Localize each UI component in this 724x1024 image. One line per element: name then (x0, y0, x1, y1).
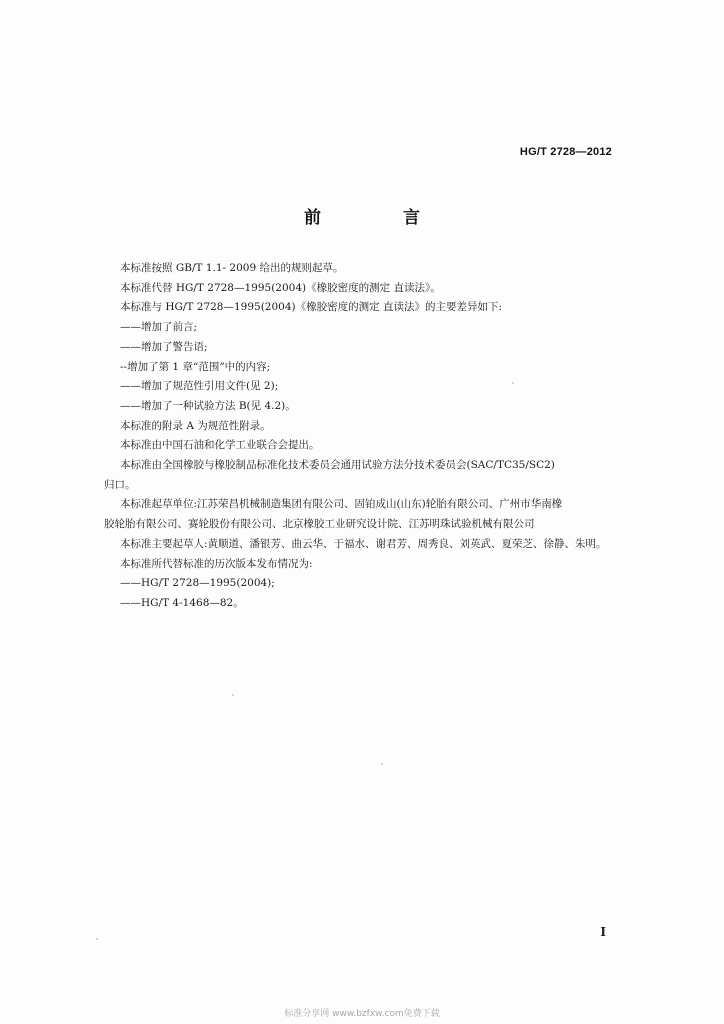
paragraph-drafting-units: 本标准起草单位:江苏荣昌机械制造集团有限公司、固铂成山(山东)轮胎有限公司、广州市华南橡 (120, 498, 563, 511)
list-item-difference: ——增加了警告语; (120, 340, 208, 353)
page-title: 前 言 (304, 208, 458, 228)
paragraph-drafters: 本标准主要起草人:黄顺道、潘银芳、曲云华、于福水、谢君芳、周秀良、刘英武、夏荣芝、徐静、朱明。 (120, 537, 607, 550)
list-item-difference: ——增加了规范性引用文件(见 2); (120, 380, 279, 393)
footer-watermark: 标准分享网 www.bzfxw.com免费下载 (284, 1009, 440, 1019)
scan-speck (232, 694, 234, 696)
scan-speck (512, 382, 514, 384)
scan-speck (96, 938, 98, 940)
paragraph-annex: 本标准的附录 A 为规范性附录。 (120, 419, 271, 432)
paragraph-drafting-rules: 本标准按照 GB/T 1.1- 2009 给出的规则起草。 (120, 262, 344, 274)
list-item-history: ——HG/T 2728—1995(2004); (120, 577, 275, 590)
list-item-difference: ——增加了一种试验方法 B(见 4.2)。 (120, 399, 296, 412)
paragraph-managed-by: 本标准由全国橡胶与橡胶制品标准化技术委员会通用试验方法分技术委员会(SAC/TC35/SC2) (120, 459, 555, 472)
paragraph-history: 本标准所代替标准的历次版本发布情况为: (120, 557, 313, 570)
standard-code: HG/T 2728—2012 (519, 146, 612, 158)
paragraph-differences: 本标准与 HG/T 2728—1995(2004)《橡胶密度的测定 直读法》的主要差异如下: (120, 301, 502, 314)
paragraph-replaces: 本标准代替 HG/T 2728—1995(2004)《橡胶密度的测定 直读法》。 (120, 281, 441, 294)
paragraph-managed-by-continued: 归口。 (104, 478, 136, 491)
paragraph-drafting-units-continued: 胶轮胎有限公司、赛轮股份有限公司、北京橡胶工业研究设计院、江苏明珠试验机械有限公司 (104, 518, 535, 531)
scan-speck (381, 763, 383, 765)
list-item-difference: ——增加了前言; (120, 321, 198, 334)
paragraph-proposed-by: 本标准由中国石油和化学工业联合会提出。 (120, 439, 320, 452)
page-number: I (600, 925, 606, 939)
foreword-body (104, 259, 614, 614)
list-item-difference: --增加了第 1 章“范围”中的内容; (120, 360, 271, 373)
list-item-history: ——HG/T 4-1468—82。 (120, 596, 244, 609)
